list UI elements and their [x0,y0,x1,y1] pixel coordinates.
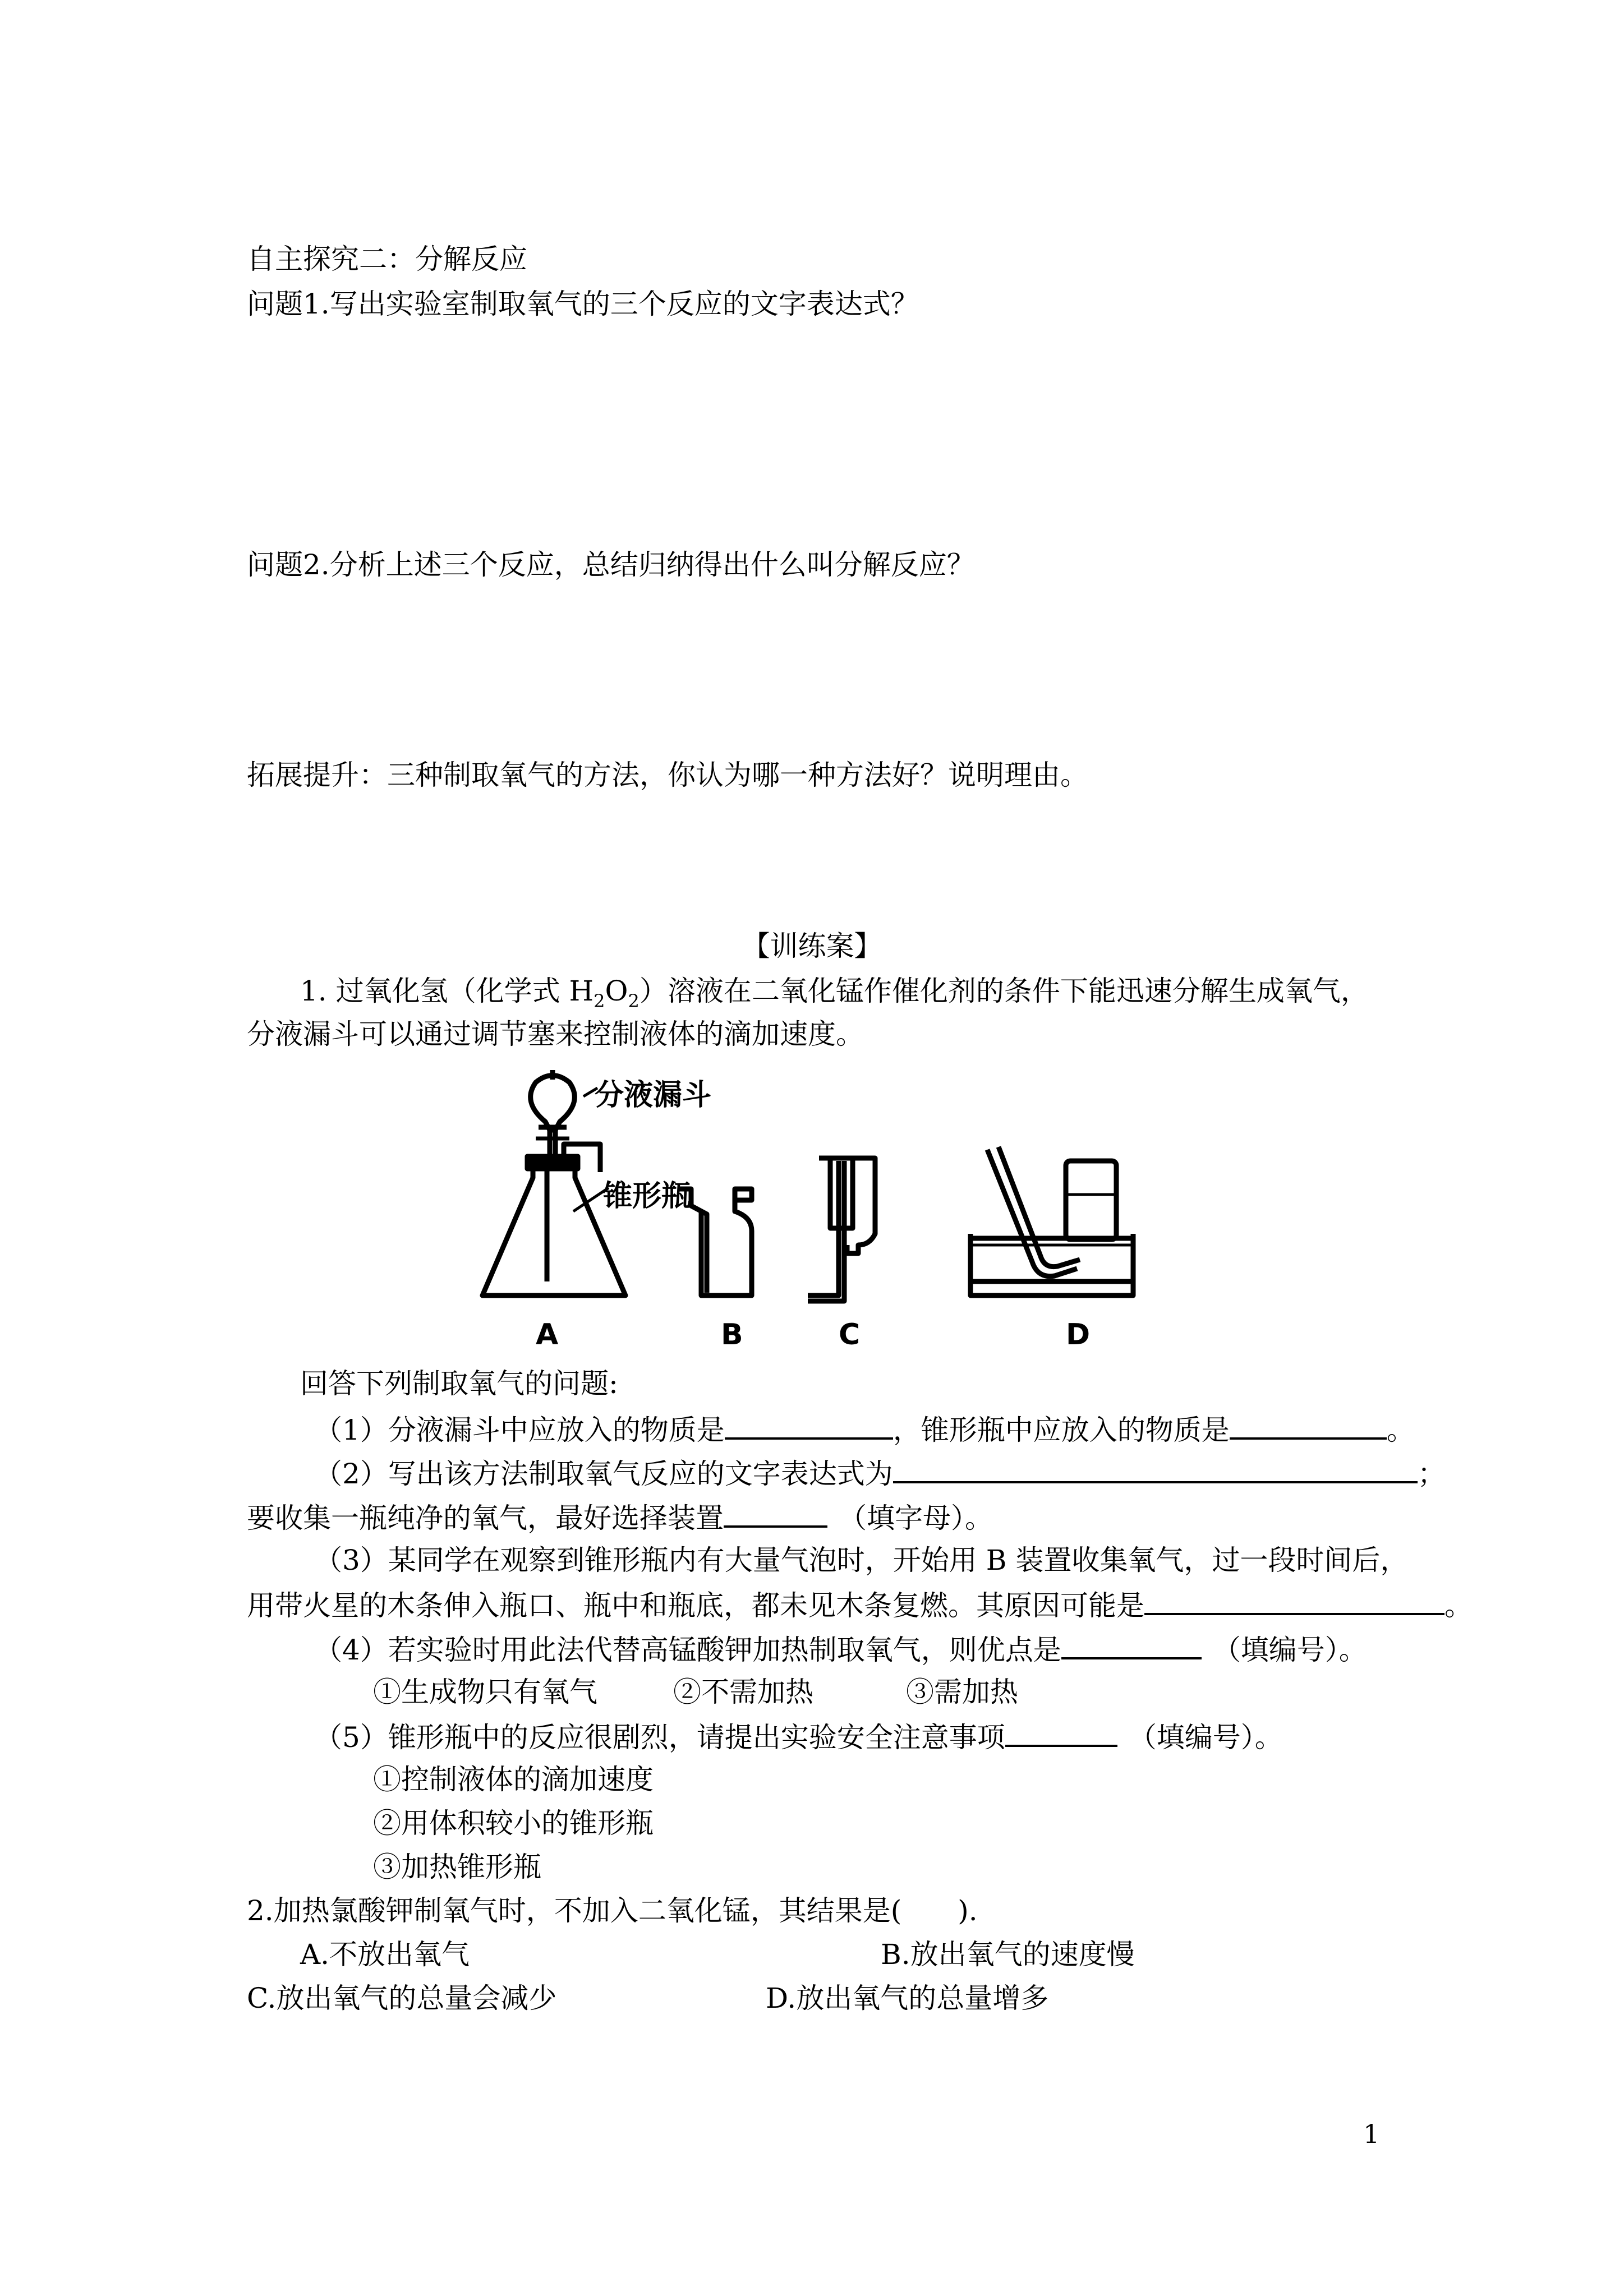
question-5-line [314,1718,1283,1755]
question-3-line-1: （3）某同学在观察到锥形瓶内有大量气泡时，开始用 B 装置收集氧气，过一段时间后， [314,1544,1409,1576]
q1-blank-flask[interactable] [1230,1410,1387,1440]
q1-end: 。 [1386,1414,1415,1446]
item-2-option-b: B.放出氧气的速度慢 [881,1938,1135,1971]
item-1-line-1 [300,973,1369,1019]
q2-blank-expression[interactable] [893,1454,1418,1483]
q2-line2-text-a: 要收集一瓶纯净的氧气，最好选择装置 [247,1502,724,1534]
q2-blank-device[interactable] [724,1499,827,1528]
item-1-text-b: O [605,975,628,1007]
q2-line2-text-b: （填字母）。 [839,1502,993,1534]
label-d: D [1066,1318,1091,1352]
q5-option-1: ①控制液体的滴加速度 [373,1763,654,1796]
subscript: 2 [628,990,640,1012]
question-4-line [314,1630,1367,1668]
answer-intro: 回答下列制取氧气的问题: [300,1367,618,1400]
label-b: B [721,1318,743,1352]
item-2-option-d: D.放出氧气的总量增多 [766,1982,1049,2014]
label-a: A [536,1318,559,1352]
extension-question: 拓展提升：三种制取氧气的方法，你认为哪一种方法好？说明理由。 [247,759,1088,791]
q4-option-3: ③需加热 [906,1676,1018,1708]
q4-text-b: （填编号）。 [1212,1634,1367,1666]
question-1: 问题1.写出实验室制取氧气的三个反应的文字表达式？ [247,288,919,320]
question-2-line [314,1454,1446,1492]
question-2: 问题2.分析上述三个反应，总结归纳得出什么叫分解反应？ [247,548,975,581]
q2-end: ； [1417,1458,1446,1490]
conical-flask-icon [482,1144,625,1295]
item-1-text-c: ）溶液在二氧化锰作催化剂的条件下能迅速分解生成氧气， [639,975,1369,1007]
item-1-text-a: 1. 过氧化氢（化学式 H [300,975,594,1007]
q2-text-a: （2）写出该方法制取氧气反应的文字表达式为 [314,1458,893,1490]
q3-end: 。 [1444,1589,1473,1622]
funnel-label: 分液漏斗 [595,1078,712,1112]
apparatus-figure [471,1060,1184,1363]
q5-text-b: （填编号）。 [1128,1721,1283,1754]
flask-label: 锥形瓶 [603,1179,691,1213]
item-2-question: 2.加热氯酸钾制氧气时，不加入二氧化锰，其结果是( ). [247,1894,978,1927]
q1-text-b: ，锥形瓶中应放入的物质是 [892,1414,1230,1446]
q1-text-a: （1）分液漏斗中应放入的物质是 [314,1414,725,1446]
q4-option-2: ②不需加热 [673,1676,813,1708]
q5-text-a: （5）锥形瓶中的反应很剧烈，请提出实验安全注意事项 [314,1721,1005,1754]
q1-blank-funnel[interactable] [725,1410,893,1440]
q4-option-1: ①生成物只有氧气 [373,1676,597,1708]
q3-blank-reason[interactable] [1144,1586,1444,1615]
q4-blank-advantage[interactable] [1061,1630,1202,1659]
subscript: 2 [594,990,605,1012]
q4-text-a: （4）若实验时用此法代替高锰酸钾加热制取氧气，则优点是 [314,1634,1061,1666]
apparatus-drawing [471,1060,1184,1363]
question-3-line-2 [247,1586,1473,1624]
item-2-option-a: A.不放出氧气 [300,1938,470,1971]
question-1-line [314,1410,1415,1448]
inverted-bottle-icon [808,1158,875,1301]
q5-option-3: ③加热锥形瓶 [373,1851,541,1883]
training-heading: 【训练案】 [742,930,882,962]
q5-blank-safety[interactable] [1005,1718,1117,1747]
q3-text-a: 用带火星的木条伸入瓶口、瓶中和瓶底，都未见木条复燃。其原因可能是 [247,1589,1144,1622]
section-title: 自主探究二：分解反应 [247,243,527,275]
q5-option-2: ②用体积较小的锥形瓶 [373,1807,654,1839]
item-2-option-c: C.放出氧气的总量会减少 [247,1982,557,2014]
label-c: C [839,1318,861,1352]
page-number: 1 [1363,2119,1380,2149]
water-trough-icon [970,1147,1133,1295]
question-2-line-2 [247,1499,993,1536]
item-1-line-2: 分液漏斗可以通过调节塞来控制液体的滴加速度。 [247,1018,864,1050]
